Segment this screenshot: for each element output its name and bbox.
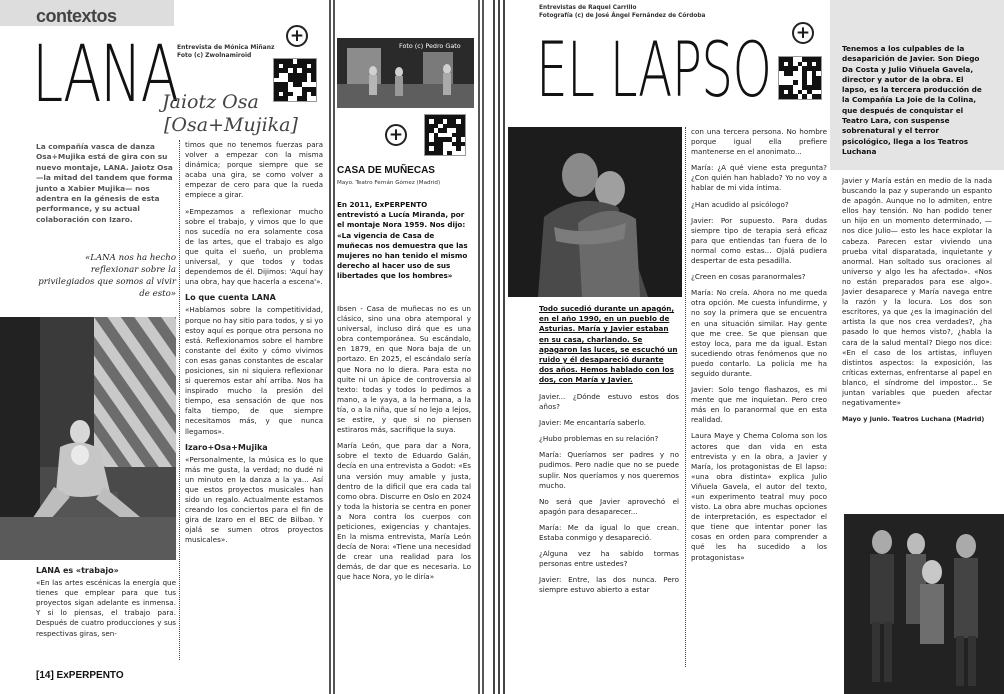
column-text: «Personalmente, la música es lo que más me gusta, la verdad; no dudé ni un minuto en la danza a la ya... Así que estos proyectos musicales han sido un regalo. Actualmente estamos creando los conciertos para el fin de gira de Izaro en el BEC de Bilbao. Y ojalá se sumen otros proyectos musicales». bbox=[185, 454, 323, 545]
column-text: Javier y María están en medio de la nada buscando la paz y superando un espanto de apagón. Aunque no lo admiten, entre ellos hay tensión. No han podido tener un hijo en un momento determinado, —nos dice Julio— esto les hace explotar la cabeza. Parecen estar viviendo una prueba vital disparatada, inquietante y anormal. Han soltado sus oraciones al universo y algo les ha afectado». «Nos no están preparados para ese algo». Javier desaparece y María navega entre la razón y la locura. Los dos son escritores, ya que ¿es la imaginación del artista la que nos crea verdades?, ¿ha pasado lo que hemos visto?, ¿habla la cara de la salud mental? Diego nos dice: «En el caso de los artistas, influyen distintos aspectos: la exposición, las críticas externas, enfrentarse al papel en blanco, el síndrome del impostor... Se juntan variables que pueden afectar negativamente» bbox=[842, 176, 992, 408]
section-tag: contextos bbox=[36, 6, 117, 26]
column-text: María León, que para dar a Nora, sobre el texto de Eduardo Galán, decía en una entrevista a Godot: «Es una versión muy amable y justa, dentro de la dificil que era cada tal como obra. Discurre en Oslo en 2024 y toda la historia se centra en poner a Nora contra los cuerpos con peticiones, exigencias y chantajes. En la misma entrevista, María León decía de Nora: «Tiene una necesidad de crear una realidad para los demás, de dar que es necesaria. Lo que hace Nora, yo le diría» bbox=[337, 441, 471, 582]
column-text: María: ¿A qué viene esta pregunta? ¿Con quién han hablado? Yo no voy a hablar de mi vida íntima. bbox=[691, 163, 827, 193]
column-divider bbox=[179, 140, 180, 660]
venue: Mayo y junio. Teatros Luchana (Madrid) bbox=[842, 415, 985, 424]
column-text: Javier: Me encantaría saberlo. bbox=[539, 418, 647, 428]
couple-photo bbox=[508, 127, 682, 297]
photo-credit: Foto (c) Pedro Gato bbox=[399, 42, 461, 50]
page-edge-stripes bbox=[329, 0, 335, 694]
lead-paragraph: En 2011, ExPERPENTO entrevistó a Lucía Miranda, por el montaje Nora 1959. Nos dijo: «La vigencia de Casa de muñecas nos demuestra que las mujeres no han tenido el mismo derecho al hacer uso de sus libertades que los hombres» bbox=[337, 200, 468, 281]
page-edge-stripes bbox=[478, 0, 484, 694]
subtitle-name: Jaiotz Osa bbox=[162, 91, 259, 113]
cast-photo-art bbox=[844, 514, 1004, 694]
plus-button[interactable]: + bbox=[286, 25, 308, 47]
middle-column bbox=[337, 0, 477, 694]
photo-caption: Todo sucedió durante un apagón, en el año 1990, en un pueblo de Asturias. María y Javier estaban en su casa, charlando. Se apagaron las luces, se escuchó un ruido y él desapareció durante dos años. Hemos hablado con los dos, con María y Javier. bbox=[539, 304, 678, 385]
column-text: ¿Creen en cosas paranormales? bbox=[691, 272, 806, 282]
column-text: María: Queríamos ser padres y no pudimos. Pero nadie que no se puede suplir. Nos queríamos y nos queremos mucho. bbox=[539, 450, 679, 490]
column-text: ¿Han acudido al psicólogo? bbox=[691, 199, 789, 209]
credits-interviewer: Entrevista de Mónica Miñanz bbox=[177, 44, 275, 51]
column-text: Laura Maye y Chema Coloma son los actores que dan vida en esta entrevista y en la obra, a Javier y María, los protagonistas de El lapso: «una obra distinta» explica Julio Viñuela Gavela, el autor del texto, «un experimento teatral muy poco visto. La obra abre muchas opciones de interpretación, es espectador el que tiene que intentar poner las cosas en orden para comprender a qué les ha sucedido a los protagonistas» bbox=[691, 431, 827, 562]
credits-interviewer: Entrevistas de Raquel Carrillo bbox=[539, 5, 637, 11]
column-text: «En las artes escénicas la energía que tienes que emplear para que tus proyectos sigan adelante es inmensa. Y si lo piensas, el trabajo para. Después de cuatro producciones y sus respectivas giras, sen- bbox=[36, 578, 176, 638]
plus-button[interactable]: + bbox=[792, 22, 814, 44]
credits bbox=[177, 44, 275, 60]
column-text: Javier... ¿Dónde estuvo estos dos años? bbox=[539, 392, 679, 412]
dance-photo bbox=[0, 317, 176, 560]
right-column-b bbox=[691, 127, 827, 569]
intro-paragraph: Tenemos a los culpables de la desaparición de Javier. Son Diego Da Costa y Julio Viñuela Gavela, director y autor de la obra. El lapso, es la tercera producción de la Compañía La Joie de la Colina, que después de conquistar el Teatro Lara, con suspense sobrenatural y el terror psicológico, llega a los Teatros Luchana bbox=[842, 44, 982, 156]
credits-photo: Foto (c) Zwolnamiroid bbox=[177, 52, 252, 59]
couple-photo-art bbox=[508, 127, 682, 297]
column-subheading: LANA es «trabajo» bbox=[36, 566, 119, 575]
column-text: Ibsen - Casa de muñecas no es un clásico, sino una obra atemporal y universal, incluso dirá que es una obra contemporánea. Su escándalo, en 1879, en que Nora baja de un portazo. En 2025, el escándalo sería que Nora no lo diera. Para esta no quite ni un ápice de controversia al texto: todas y todos lo pedimos a mano, a le yaya, a la hermana, a la tía, o a la niña, que sí no lejo a lejos, se estire, y que si no piensen estiraros más, sacrifique la suya. bbox=[337, 304, 471, 435]
page-footer: [14] ExPERPENTO bbox=[36, 670, 124, 681]
column-text: Javier: Por supuesto. Para dudas siempre tipo de terapia será eficaz para que entiendas tan fuera de lo normal como estas... Ojalá pudiera despertar de esta pesadilla. bbox=[691, 215, 827, 266]
qr-code[interactable] bbox=[424, 114, 466, 156]
column-text: con una tercera persona. No hombre porque igual ella prefiere mantenerse en el anonimato... bbox=[691, 127, 827, 157]
column-text: Javier: Entre, las dos nunca. Pero siempre estuvo abierto a estar bbox=[539, 575, 679, 595]
right-column-c bbox=[842, 176, 992, 426]
subtitle-company: [Osa+Mujika] bbox=[164, 114, 298, 136]
left-column-2 bbox=[185, 140, 323, 552]
column-text: Javier: Solo tengo flashazos, es mi mente que me inquietan. Pero creo más en lo paranormal que en esta realidad. bbox=[691, 385, 827, 425]
column-text: María: Me da igual lo que crean. Estaba conmigo y desapareció. bbox=[539, 522, 679, 543]
dance-photo-art bbox=[0, 317, 176, 560]
middle-text bbox=[337, 304, 471, 589]
qr-code[interactable] bbox=[778, 56, 822, 100]
credits-photo: Fotografía (c) de José Ángel Fernández de Córdoba bbox=[539, 13, 706, 19]
lead-paragraph: La compañía vasca de danza Osa+Mujika está de gira con su nuevo montaje, LANA. Jaiotz Osa —la mitad del tandem que forma junto a Xabier Mujika— nos adentra en la génesis de esta performance, y su actual colaboración con Izaro. bbox=[36, 142, 173, 224]
credits bbox=[539, 4, 705, 20]
plus-button[interactable]: + bbox=[385, 124, 407, 146]
left-column-1 bbox=[36, 566, 176, 645]
column-divider bbox=[685, 127, 686, 667]
column-text: »Empezamos a reflexionar mucho sobre el trabajo, y vimos que lo que nos sucedía no era solamente cosa de las artes, que el trabajo es algo que quita el sueño, un problema universal, y que todos y todas dependemos de él. Dijimos: 'Aquí hay una obra, hay que hacerla a escena'». bbox=[185, 206, 323, 287]
right-column-a bbox=[539, 392, 679, 602]
cast-photo bbox=[844, 514, 1004, 694]
column-subheading: Lo que cuenta LANA bbox=[185, 293, 276, 303]
pull-quote: «LANA nos ha hecho reflexionar sobre la privilegiados que somos al vivir de esto» bbox=[38, 253, 176, 299]
article-title: EL LAPSO bbox=[536, 25, 772, 114]
page-edge-stripes bbox=[493, 0, 507, 694]
column-text: María: No creía. Ahora no me queda otra opción. Me cuesta infundirme, y no soy la primera que se encuentra en una situación similar. Hay gente que me cree. Se que piensan que estoy loca, para me da igual. Estan sucediendo otras fenómenos que no puedo contarlo. La policía me ha seguido durante. bbox=[691, 288, 827, 378]
venue: Mayo. Teatro Fernán Gómez (Madrid) bbox=[337, 180, 441, 186]
column-text: ¿Hubo problemas en su relación? bbox=[539, 434, 659, 444]
column-text: «Hablamos sobre la competitividad, porque no hay sitio para todos, y si yo estoy aquí es porque otra persona no está. Reflexionamos sobre el hambre constante del éxito y cómo vivimos con esas ganas constantes de escalar posiciones, sin ni siquiera reflexionar si queremos estar ahí arriba. Nos ha inspirado mucho la presión del tiempo, esa sensación de que nos falta tiempo, de que siempre necesitamos más, y que nunca llegamos». bbox=[185, 305, 323, 436]
right-page bbox=[508, 0, 1004, 694]
column-text: timos que no tenemos fuerzas para volver a empezar con la misma dinámica; porque siempre que se acaba una gira, se como volver a empezar de cero para que la rueda empiece a girar. bbox=[185, 140, 323, 200]
play-heading: CASA DE MUÑECAS bbox=[337, 165, 435, 176]
column-text: No será que Javier aprovechó el apagón para desaparecer... bbox=[539, 496, 679, 516]
left-page bbox=[0, 0, 330, 694]
column-subheading: Izaro+Osa+Mujika bbox=[185, 442, 268, 452]
column-text: ¿Alguna vez ha sabido tormas personas entre ustedes? bbox=[539, 549, 679, 569]
subtitle bbox=[160, 91, 298, 137]
article-title: LANA bbox=[32, 30, 178, 120]
